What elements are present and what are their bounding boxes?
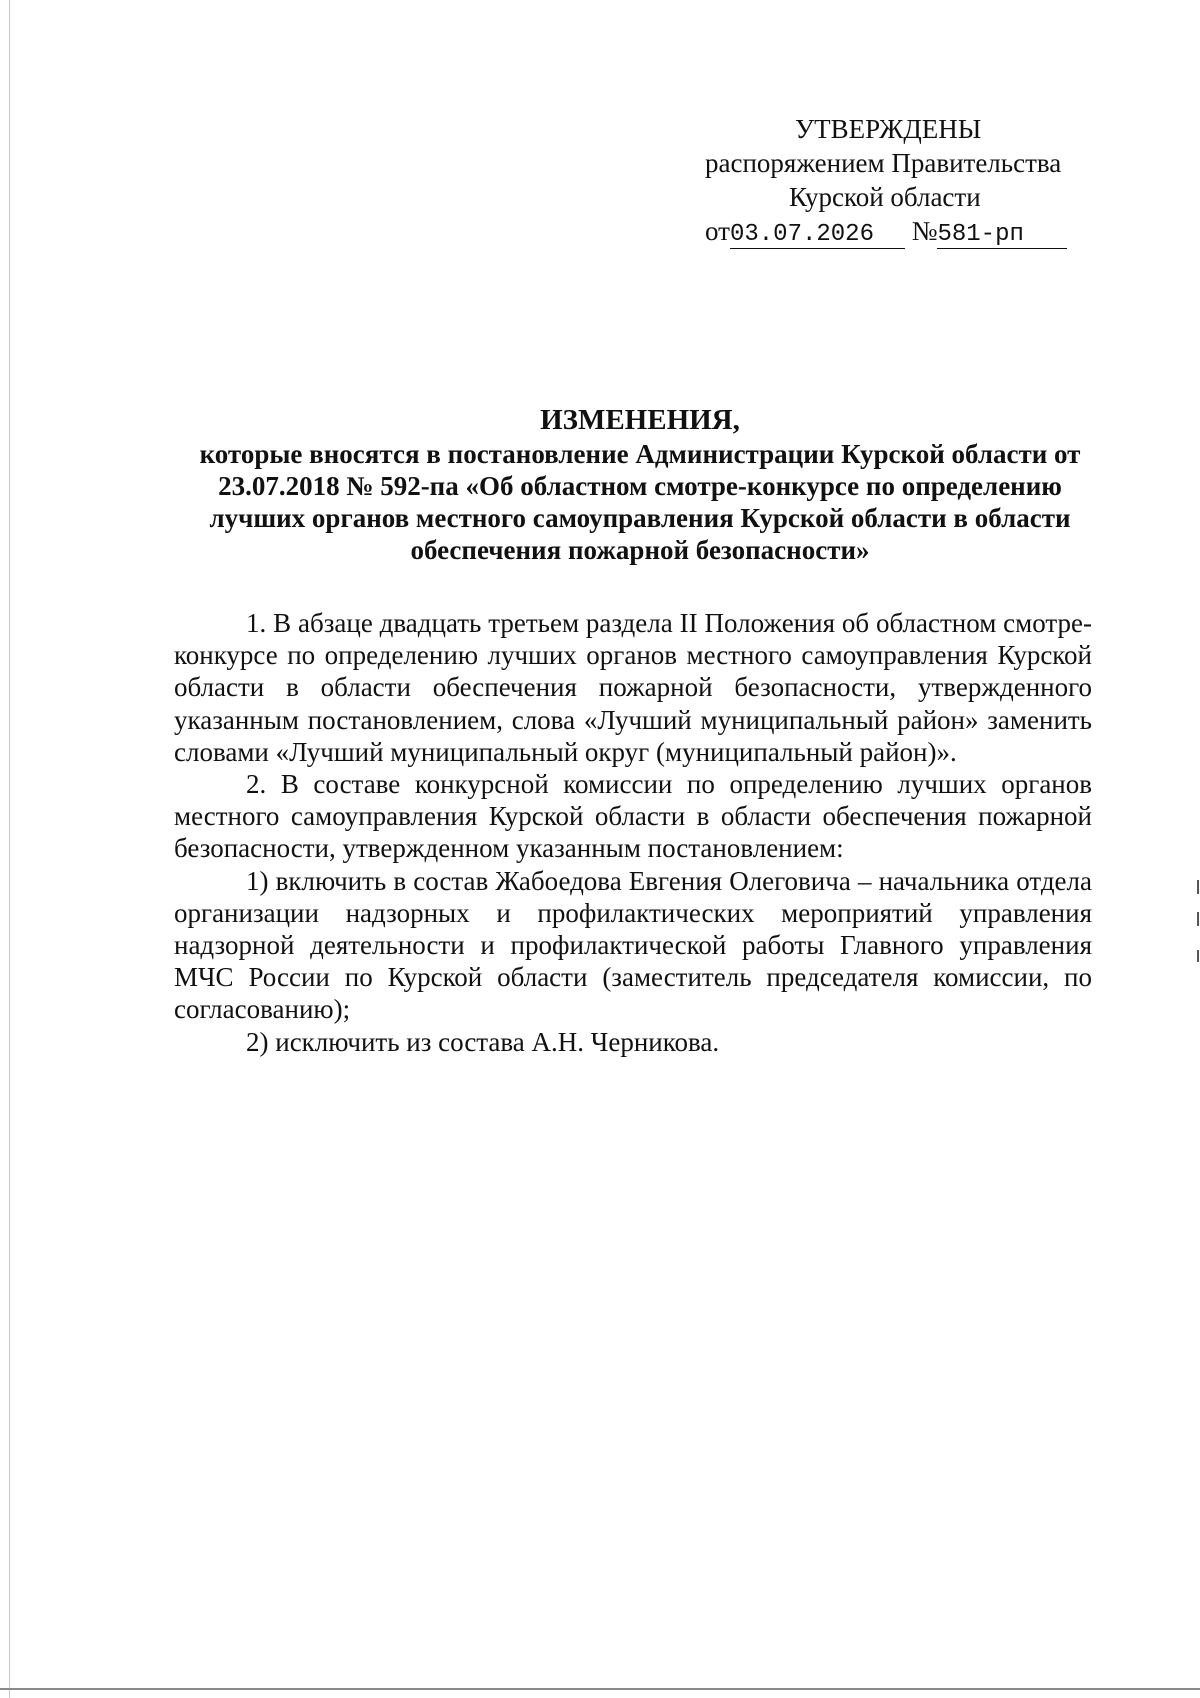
title-heading: ИЗМЕНЕНИЯ,	[540, 404, 740, 436]
scan-mark	[1197, 950, 1199, 962]
approval-authority: распоряжением Правительства	[705, 148, 1062, 178]
approval-date: 03.07.2026	[730, 222, 905, 249]
number-prefix: №	[911, 216, 938, 246]
document-title	[170, 404, 1110, 566]
document-body	[174, 607, 1092, 1058]
approval-heading: УТВЕРЖДЕНЫ	[795, 114, 982, 144]
scan-edge-bottom	[0, 1688, 1200, 1690]
approval-number: 581-рп	[937, 222, 1067, 249]
body-paragraph: 2. В составе конкурсной комиссии по определению лучших органов местного самоуправления Курской области в области обеспечения пожарной безопасности, утвержденном указанным постановлением:	[174, 769, 1092, 864]
body-paragraph: 1) включить в состав Жабоедова Евгения Олеговича – начальника отдела организации надзорных и профилактических мероприятий управления надзорной деятельности и профилактической работы Главного управления МЧС России по Курской области (заместитель председателя комиссии, по согласованию);	[174, 865, 1092, 1025]
approval-block	[660, 112, 1080, 249]
approval-date-number	[660, 214, 1080, 249]
date-prefix: от	[705, 216, 730, 246]
scan-mark	[1197, 880, 1199, 894]
title-subtitle: которые вносятся в постановление Администрации Курской области от 23.07.2018 № 592-па «Об областном смотре-конкурсе по определению лучших органов местного самоуправления Курской области в области обеспечения пожарной безопасности»	[199, 439, 1081, 565]
scan-edge-left	[9, 0, 10, 1698]
approval-region: Курской области	[789, 182, 981, 212]
scan-mark	[1197, 912, 1199, 926]
body-paragraph: 1. В абзаце двадцать третьем раздела II Положения об областном смотре-конкурсе по определению лучших органов местного самоуправления Курской области в области обеспечения пожарной безопасности, утвержденного указанным постановлением, слова «Лучший муниципальный район» заменить словами «Лучший муниципальный округ (муниципальный район)».	[174, 608, 1092, 767]
body-paragraph: 2) исключить из состава А.Н. Черникова.	[246, 1026, 720, 1057]
